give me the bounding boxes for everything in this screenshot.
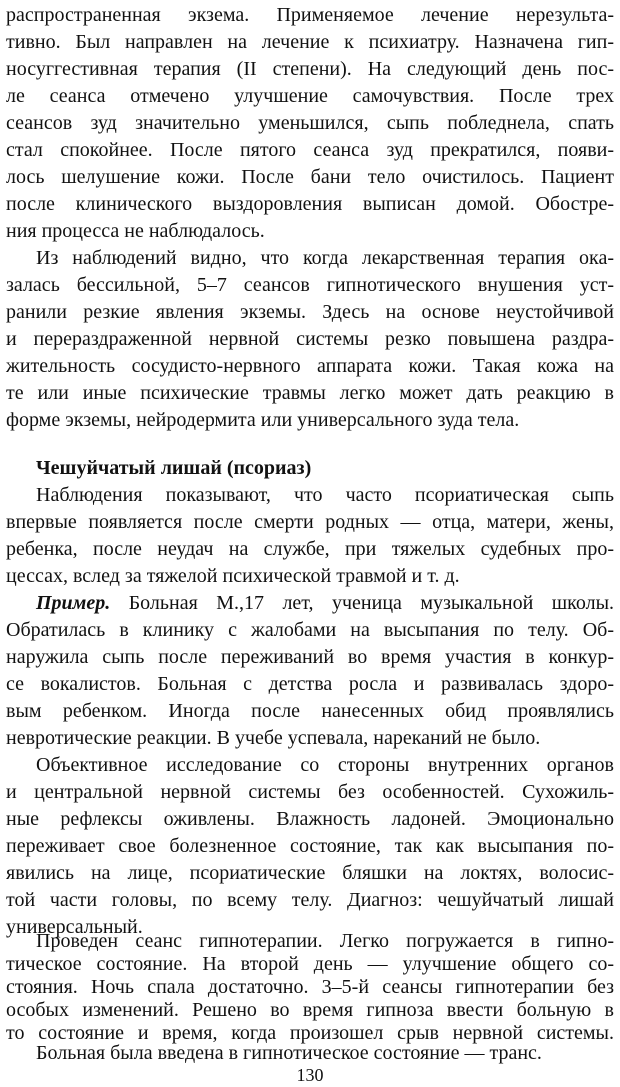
text-line: ребенка, после неудач на службе, при тяжелых судебных про- [6, 538, 614, 560]
text-line: универсальный. [6, 916, 143, 938]
text-line: то состояние и время, когда произошел срыв нервной системы. [6, 1022, 614, 1044]
text-line: Объективное исследование со стороны внутренних органов [36, 754, 614, 776]
text-line: Обратилась в клинику с жалобами на высыпания по телу. Об- [6, 619, 614, 641]
text-line: залась бессильной, 5–7 сеансов гипнотического внушения уст- [6, 274, 614, 296]
example-label: Пример. [36, 592, 111, 614]
text-line: тивно. Был направлен на лечение к психиатру. Назначена гип- [6, 31, 614, 53]
text-line: жительность сосудисто-нервного аппарата кожи. Такая кожа на [6, 355, 614, 377]
page-number: 130 [296, 1065, 324, 1085]
text-line: се вокалистов. Больная с детства росла и развивалась здоро- [6, 673, 614, 695]
text-line: явились на лице, псориатические бляшки на локтях, волосис- [6, 862, 614, 884]
text-line: Наблюдения показывают, что часто псориатическая сыпь [36, 484, 614, 506]
text-line: ле сеанса отмечено улучшение самочувствия. После трех [6, 85, 614, 107]
text-line: лось шелушение кожи. После бани тело очистилось. Пациент [6, 166, 614, 188]
text-line: распространенная экзема. Применяемое лечение нерезульта- [6, 4, 614, 26]
text-line: особых изменений. Решено во время гипноза ввести больную в [6, 999, 614, 1021]
text-line: той части головы, по всему телу. Диагноз: чешуйчатый лишай [6, 889, 614, 911]
text-line: впервые появляется после смерти родных — отца, матери, жены, [6, 511, 614, 533]
text-line: переживает свое болезненное состояние, так как высыпания по- [6, 835, 614, 857]
text-line: ные рефлексы оживлены. Влажность ладоней. Эмоционально [6, 808, 614, 830]
text-line: форме экземы, нейродермита или универсального зуда тела. [6, 409, 520, 431]
text-line: стал спокойнее. После пятого сеанса зуд прекратился, появи- [6, 139, 614, 161]
text-line: Проведен сеанс гипнотерапии. Легко погружается в гипно- [36, 930, 614, 952]
text-line: невротические реакции. В учебе успевала, нареканий не было. [6, 727, 541, 749]
text-line [6, 590, 614, 617]
text-line: цессах, вслед за тяжелой психической травмой и т. д. [6, 565, 460, 587]
text-line: наружила сыпь после переживаний во время участия в конкур- [6, 646, 614, 668]
text-line: сеансов зуд значительно уменьшился, сыпь побледнела, спать [6, 112, 614, 134]
text-line: после клинического выздоровления выписан домой. Обостре- [6, 193, 614, 215]
section-heading: Чешуйчатый лишай (псориаз) [36, 457, 312, 479]
text-line: ния процесса не наблюдалось. [6, 220, 265, 242]
text-line: носуггестивная терапия (II степени). На следующий день пос- [6, 58, 614, 80]
text-line: стояния. Ночь спала достаточно. 3–5-й сеансы гипнотерапии без [6, 976, 614, 998]
text-line: Больная была введена в гипнотическое состояние — транс. [36, 1042, 542, 1064]
text-line: Из наблюдений видно, что когда лекарственная терапия ока- [36, 247, 614, 269]
text-span: Больная М.,17 лет, ученица музыкальной школы. [110, 592, 614, 614]
text-line: ранили резкие явления экземы. Здесь на основе неустойчивой [6, 301, 614, 323]
text-line: тическое состояние. На второй день — улучшение общего со- [6, 953, 614, 975]
text-line: и перераздраженной нервной системы резко повышена раздра- [6, 328, 614, 350]
text-line: вым ребенком. Иногда после нанесенных обид проявлялись [6, 700, 614, 722]
text-line: те или иные психические травмы легко может дать реакцию в [6, 382, 614, 404]
text-line: и центральной нервной системы без особенностей. Сухожиль- [6, 781, 614, 803]
